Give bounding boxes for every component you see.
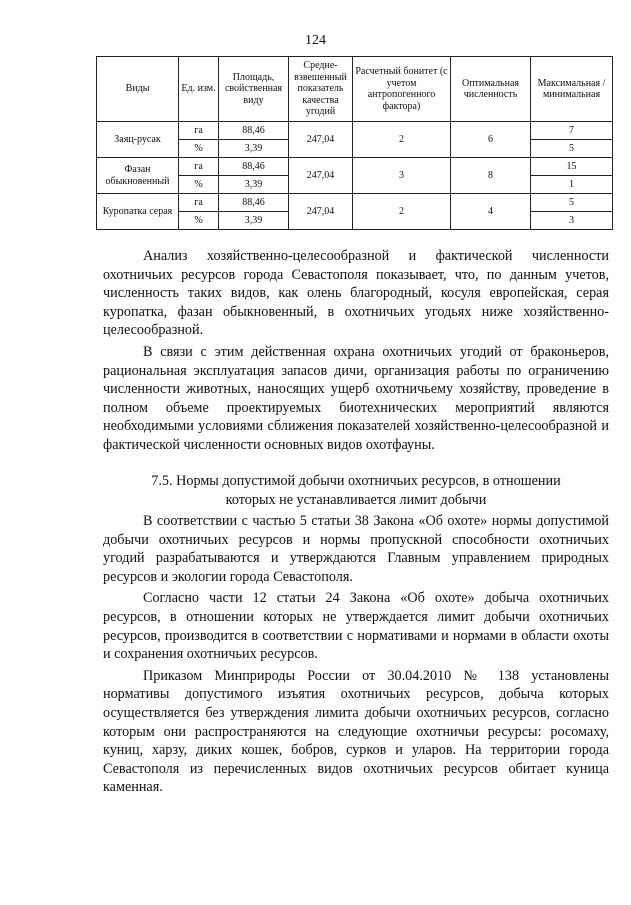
- table-row: [97, 122, 613, 140]
- max-cell: 5: [531, 194, 613, 212]
- unit-cell: га: [179, 158, 219, 176]
- quality-cell: 247,04: [289, 158, 353, 194]
- table-row: [97, 158, 613, 176]
- species-cell: Куропатка серая: [97, 194, 179, 230]
- analysis-section: [103, 247, 609, 455]
- table-header-row: [97, 57, 613, 122]
- header-max-min: Максимальная /минимальная: [531, 57, 613, 122]
- max-cell: 15: [531, 158, 613, 176]
- optimal-cell: 6: [451, 122, 531, 158]
- hunting-resources-table: [96, 56, 613, 230]
- optimal-cell: 8: [451, 158, 531, 194]
- unit-cell: %: [179, 140, 219, 158]
- norms-section: [103, 512, 609, 797]
- section-heading: [103, 472, 609, 509]
- quality-cell: 247,04: [289, 122, 353, 158]
- area-cell: 88,46: [219, 158, 289, 176]
- unit-cell: %: [179, 212, 219, 230]
- area-cell: 88,46: [219, 194, 289, 212]
- species-cell: Заяц-русак: [97, 122, 179, 158]
- unit-cell: га: [179, 122, 219, 140]
- header-optimal: Оптимальная численность: [451, 57, 531, 122]
- unit-cell: га: [179, 194, 219, 212]
- unit-cell: %: [179, 176, 219, 194]
- bonitet-cell: 3: [353, 158, 451, 194]
- species-cell: Фазан обыкновенный: [97, 158, 179, 194]
- section-heading-line2: которых не устанавливается лимит добычи: [225, 491, 487, 508]
- page-number: 124: [305, 33, 326, 48]
- max-cell: 7: [531, 122, 613, 140]
- bonitet-cell: 2: [353, 194, 451, 230]
- paragraph-protection: В связи с этим действенная охрана охотничьих угодий от браконьеров, рациональная эксплуатация запасов дичи, организация работы по ограничению численности животных, наносящих ущерб охотничьему хозяйству, проведение в полном объеме проектируемых биотехнических мероприятий являются необходимыми условиями сближения показателей хозяйственно-целесообразной и фактической численности основных видов охотфауны.: [103, 343, 609, 453]
- header-bonitet: Расчетный бонитет (с учетом антропогенного фактора): [353, 57, 451, 122]
- paragraph-ministry-order: Приказом Минприроды России от 30.04.2010 № 138 установлены нормативы допустимого изъятия охотничьих ресурсов, добыча которых осуществляется без утверждения лимита добычи охотничьих ресурсов, согласно которым они распространяются на следующие охотничьи ресурсы: росомаху, куниц, харзу, диких кошек, бобров, сурков и уларов. На территории города Севастополя из перечисленных видов охотничьих ресурсов обитает куница каменная.: [103, 667, 609, 796]
- header-unit: Ед. изм.: [179, 57, 219, 122]
- area-cell: 88,46: [219, 122, 289, 140]
- header-quality: Средне-взвешенный показатель качества угодий: [289, 57, 353, 122]
- area-cell: 3,39: [219, 176, 289, 194]
- header-species: Виды: [97, 57, 179, 122]
- table-row: [97, 194, 613, 212]
- section-heading-line1: 7.5. Нормы допустимой добычи охотничьих ресурсов, в отношении: [151, 473, 561, 489]
- area-cell: 3,39: [219, 140, 289, 158]
- paragraph-analysis: Анализ хозяйственно-целесообразной и фактической численности охотничьих ресурсов города Севастополя показывает, что, по данным учетов, численность таких видов, как олень благородный, косуля европейская, серая куропатка, фазан обыкновенный, в охотничьих угодьях ниже хозяйственно-целесообразной.: [103, 248, 609, 339]
- min-cell: 3: [531, 212, 613, 230]
- optimal-cell: 4: [451, 194, 531, 230]
- paragraph-law-article-38: В соответствии с частью 5 статьи 38 Закона «Об охоте» нормы допустимой добычи охотничьих ресурсов и нормы пропускной способности охотничьих угодий разрабатываются и утверждаются Главным управлением природных ресурсов и экологии города Севастополя.: [103, 513, 609, 585]
- min-cell: 5: [531, 140, 613, 158]
- min-cell: 1: [531, 176, 613, 194]
- quality-cell: 247,04: [289, 194, 353, 230]
- header-area: Площадь, свойственная виду: [219, 57, 289, 122]
- bonitet-cell: 2: [353, 122, 451, 158]
- paragraph-law-article-24: Согласно части 12 статьи 24 Закона «Об охоте» добыча охотничьих ресурсов, в отношении которых не утверждается лимит добычи охотничьих ресурсов, производится в соответствии с нормативами и нормами в области охоты и сохранения охотничьих ресурсов.: [103, 590, 609, 663]
- area-cell: 3,39: [219, 212, 289, 230]
